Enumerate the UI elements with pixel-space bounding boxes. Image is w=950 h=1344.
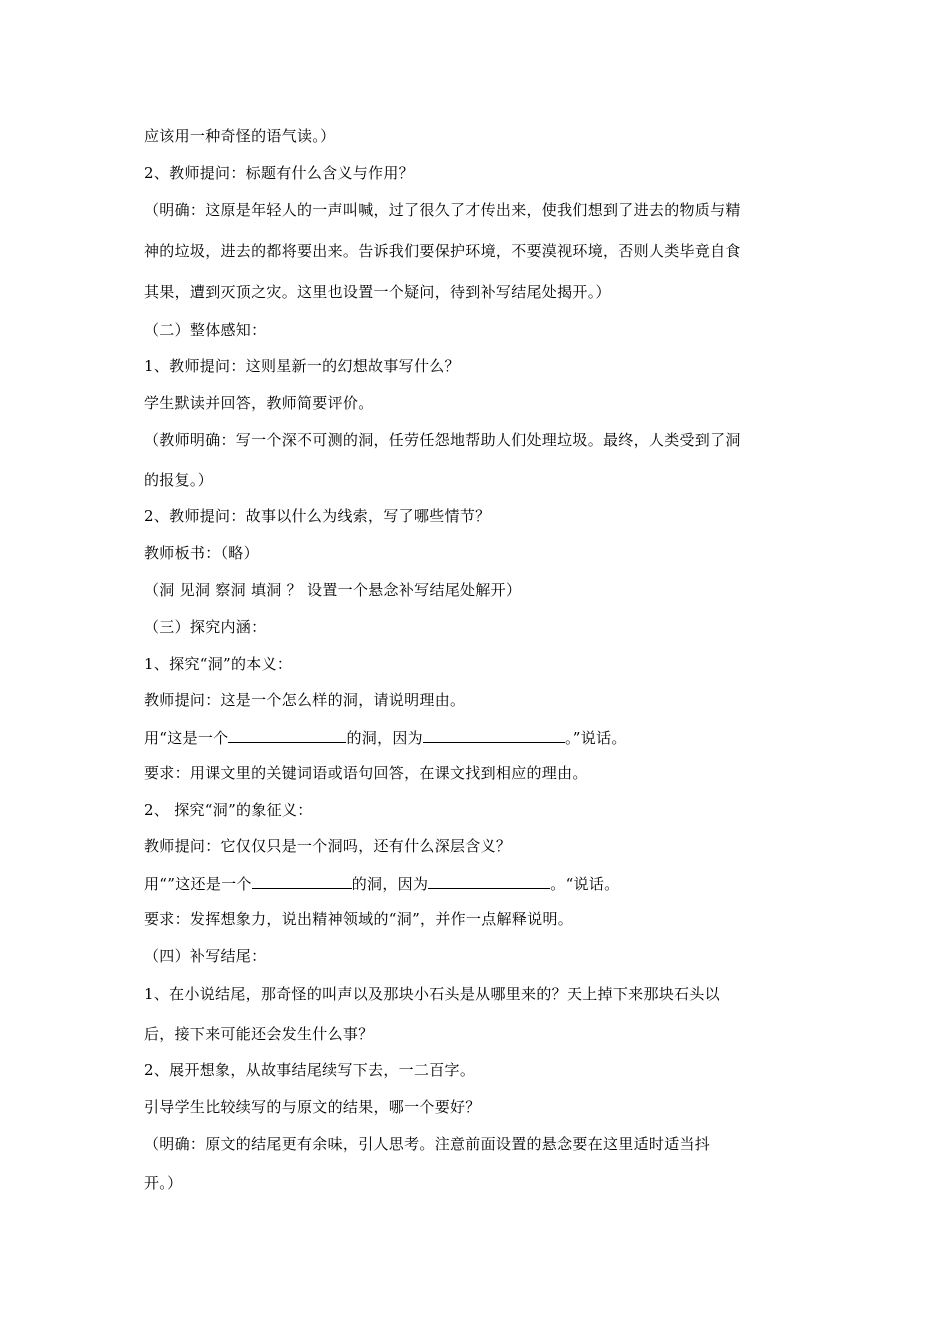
text-line: 教师提问：它仅仅只是一个洞吗，还有什么深层含义？ [144, 837, 512, 855]
answer-blank [228, 726, 346, 743]
fill-text: 的洞，因为 [351, 875, 429, 893]
section-heading: （四）补写结尾： [144, 947, 267, 965]
text-line: 后，接下来可能还会发生什么事？ [144, 1025, 374, 1043]
text-line: 应该用一种奇怪的语气读。） [144, 127, 336, 145]
section-heading: （三）探究内涵： [144, 618, 267, 636]
text-line: 1、教师提问：这则星新一的幻想故事写什么？ [144, 357, 460, 375]
fill-in-sentence-2 [144, 872, 619, 894]
answer-blank [428, 872, 550, 889]
answer-blank [252, 872, 352, 889]
fill-text: 用“这是一个 [144, 729, 229, 747]
text-line: 神的垃圾，进去的都将要出来。告诉我们要保护环境，不要漠视环境，否则人类毕竟自食 [144, 242, 741, 260]
text-line: 开。） [144, 1174, 183, 1192]
text-line: 教师板书：（略） [144, 544, 259, 562]
text-line: 2、教师提问：标题有什么含义与作用？ [144, 164, 414, 182]
text-line: 其果，遭到灭顶之灾。这里也设置一个疑问，待到补写结尾处揭开。） [144, 283, 611, 301]
text-line: 1、在小说结尾，那奇怪的叫声以及那块小石头是从哪里来的？天上掉下来那块石头以 [144, 985, 720, 1003]
text-line: （教师明确：写一个深不可测的洞，任劳任怨地帮助人们处理垃圾。最终，人类受到了洞 [144, 431, 741, 449]
fill-text: 。”说话。 [565, 729, 627, 747]
section-heading: （二）整体感知： [144, 321, 267, 339]
text-line: 学生默读并回答，教师简要评价。 [144, 394, 374, 412]
text-line: 的报复。） [144, 471, 214, 489]
fill-text: 。“说话。 [550, 875, 620, 893]
text-line: 要求：用课文里的关键词语或语句回答，在课文找到相应的理由。 [144, 764, 588, 782]
answer-blank [423, 726, 565, 743]
text-line: 2、 探究“洞”的象征义： [144, 801, 313, 819]
text-line: 要求：发挥想象力，说出精神领域的“洞”，并作一点解释说明。 [144, 910, 574, 928]
fill-text: 的洞，因为 [346, 729, 423, 747]
text-line: 2、展开想象，从故事结尾续写下去，一二百字。 [144, 1061, 476, 1079]
text-line: 引导学生比较续写的与原文的结果，哪一个要好？ [144, 1098, 481, 1116]
fill-in-sentence-1 [144, 726, 627, 748]
text-line: （明确：这原是年轻人的一声叫喊，过了很久了才传出来，使我们想到了进去的物质与精 [144, 201, 741, 219]
text-line: （明确：原文的结尾更有余味，引人思考。注意前面设置的悬念要在这里适时适当抖 [144, 1135, 711, 1153]
fill-text: 用“”这还是一个 [144, 875, 252, 893]
text-line: 1、探究“洞”的本义： [144, 655, 293, 673]
text-line: 2、教师提问：故事以什么为线索，写了哪些情节？ [144, 507, 491, 525]
text-line: 教师提问：这是一个怎么样的洞，请说明理由。 [144, 691, 466, 709]
text-line: （洞 见洞 察洞 填洞 ？ 设置一个悬念补写结尾处解开） [144, 581, 522, 599]
